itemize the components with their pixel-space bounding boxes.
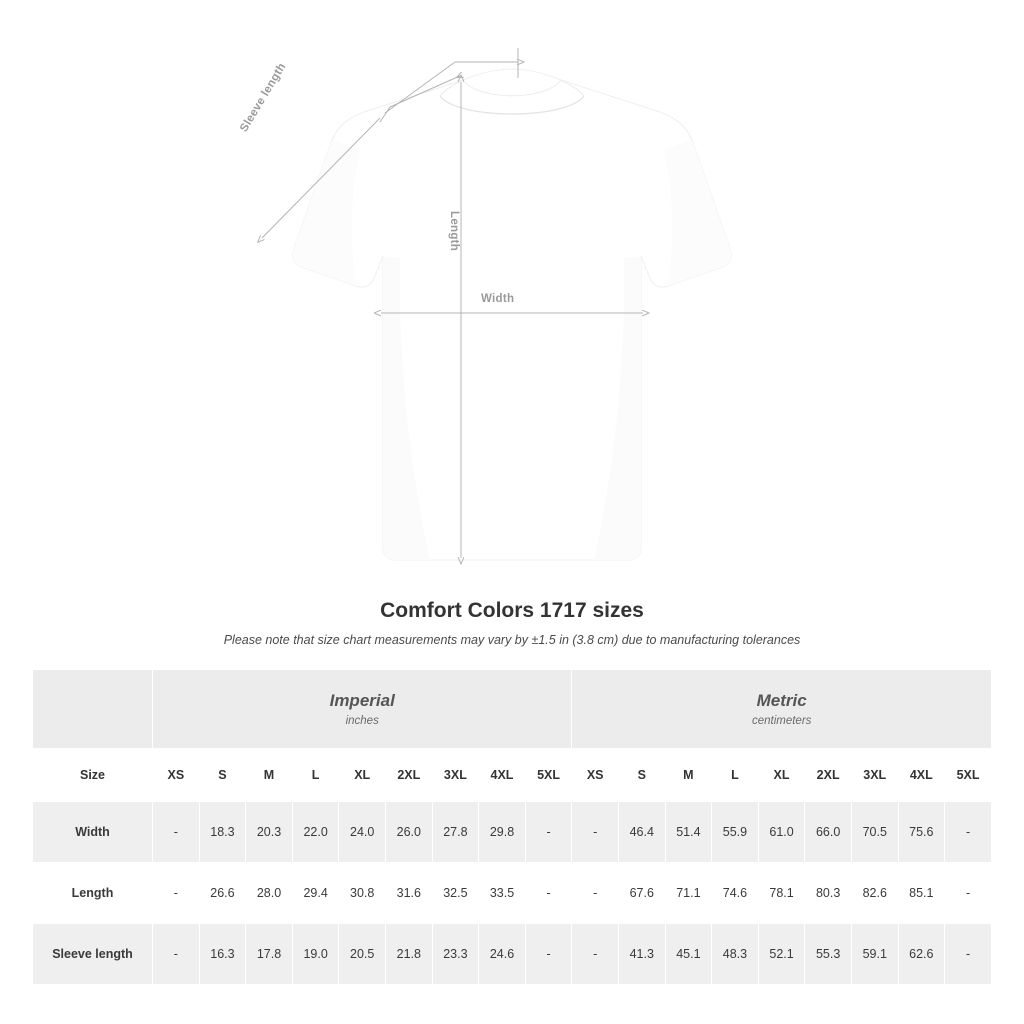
cell-length-metric-5xl: -	[945, 863, 992, 924]
cell-sleeve-metric-3xl: 59.1	[851, 924, 898, 985]
length-label: Length	[448, 211, 460, 252]
cell-width-metric-l: 55.9	[712, 802, 759, 863]
size-header-metric-xs: XS	[572, 749, 619, 802]
cell-sleeve-metric-5xl: -	[945, 924, 992, 985]
cell-sleeve-imperial-5xl: -	[525, 924, 572, 985]
cell-sleeve-imperial-4xl: 24.6	[479, 924, 526, 985]
cell-width-metric-2xl: 66.0	[805, 802, 852, 863]
title-block	[0, 599, 1024, 647]
size-header-metric-l: L	[712, 749, 759, 802]
cell-length-metric-m: 71.1	[665, 863, 712, 924]
cell-width-imperial-s: 18.3	[199, 802, 246, 863]
cell-sleeve-metric-2xl: 55.3	[805, 924, 852, 985]
cell-sleeve-imperial-s: 16.3	[199, 924, 246, 985]
cell-sleeve-metric-s: 41.3	[618, 924, 665, 985]
size-header-metric-s: S	[618, 749, 665, 802]
table-row	[33, 863, 992, 924]
cell-width-metric-5xl: -	[945, 802, 992, 863]
cell-sleeve-metric-xs: -	[572, 924, 619, 985]
size-header-imperial-3xl: 3XL	[432, 749, 479, 802]
page-title: Comfort Colors 1717 sizes	[380, 599, 644, 622]
size-header-imperial-xl: XL	[339, 749, 386, 802]
cell-sleeve-metric-m: 45.1	[665, 924, 712, 985]
table-row	[33, 802, 992, 863]
cell-width-metric-4xl: 75.6	[898, 802, 945, 863]
unit-header-corner	[33, 670, 153, 749]
cell-length-imperial-5xl: -	[525, 863, 572, 924]
cell-sleeve-imperial-3xl: 23.3	[432, 924, 479, 985]
cell-width-metric-xl: 61.0	[758, 802, 805, 863]
cell-width-imperial-3xl: 27.8	[432, 802, 479, 863]
cell-length-metric-2xl: 80.3	[805, 863, 852, 924]
unit-name-metric: Metric	[756, 691, 807, 710]
cell-length-imperial-m: 28.0	[246, 863, 293, 924]
size-header-imperial-5xl: 5XL	[525, 749, 572, 802]
cell-width-imperial-xs: -	[153, 802, 200, 863]
cell-sleeve-metric-xl: 52.1	[758, 924, 805, 985]
cell-sleeve-imperial-xs: -	[153, 924, 200, 985]
size-header-imperial-4xl: 4XL	[479, 749, 526, 802]
cell-length-metric-3xl: 82.6	[851, 863, 898, 924]
size-header-row	[33, 749, 992, 802]
cell-length-imperial-4xl: 33.5	[479, 863, 526, 924]
cell-width-metric-3xl: 70.5	[851, 802, 898, 863]
size-header-imperial-xs: XS	[153, 749, 200, 802]
unit-name-imperial: Imperial	[329, 691, 395, 710]
cell-length-metric-s: 67.6	[618, 863, 665, 924]
sleeve-length-label: Sleeve length	[238, 61, 289, 135]
tolerance-note: Please note that size chart measurements may vary by ±1.5 in (3.8 cm) due to manufacturing tolerances	[223, 633, 801, 647]
size-header-metric-m: M	[665, 749, 712, 802]
width-label: Width	[481, 293, 515, 305]
size-header-metric-4xl: 4XL	[898, 749, 945, 802]
unit-sub-metric: centimeters	[751, 715, 812, 727]
row-label-sleeve-length: Sleeve length	[33, 924, 153, 985]
unit-header-row	[33, 670, 992, 749]
cell-width-imperial-5xl: -	[525, 802, 572, 863]
cell-width-metric-s: 46.4	[618, 802, 665, 863]
size-header-imperial-m: M	[246, 749, 293, 802]
size-header-metric-3xl: 3XL	[851, 749, 898, 802]
cell-length-metric-4xl: 85.1	[898, 863, 945, 924]
cell-sleeve-imperial-2xl: 21.8	[386, 924, 433, 985]
cell-length-imperial-s: 26.6	[199, 863, 246, 924]
cell-length-imperial-xl: 30.8	[339, 863, 386, 924]
cell-length-imperial-xs: -	[153, 863, 200, 924]
cell-sleeve-imperial-l: 19.0	[292, 924, 339, 985]
cell-width-metric-m: 51.4	[665, 802, 712, 863]
cell-length-metric-l: 74.6	[712, 863, 759, 924]
size-header-imperial-2xl: 2XL	[386, 749, 433, 802]
size-header-metric-xl: XL	[758, 749, 805, 802]
cell-sleeve-metric-4xl: 62.6	[898, 924, 945, 985]
cell-sleeve-metric-l: 48.3	[712, 924, 759, 985]
size-table-wrapper	[32, 669, 992, 985]
size-corner-label: Size	[33, 749, 153, 802]
cell-length-metric-xl: 78.1	[758, 863, 805, 924]
size-chart-table	[32, 669, 992, 985]
cell-width-imperial-m: 20.3	[246, 802, 293, 863]
unit-header-imperial	[153, 670, 572, 749]
tshirt-shape	[292, 69, 731, 560]
unit-sub-imperial: inches	[345, 715, 379, 727]
size-header-metric-5xl: 5XL	[945, 749, 992, 802]
size-header-imperial-l: L	[292, 749, 339, 802]
cell-width-imperial-4xl: 29.8	[479, 802, 526, 863]
cell-length-metric-xs: -	[572, 863, 619, 924]
cell-length-imperial-3xl: 32.5	[432, 863, 479, 924]
cell-width-metric-xs: -	[572, 802, 619, 863]
cell-length-imperial-l: 29.4	[292, 863, 339, 924]
cell-sleeve-imperial-xl: 20.5	[339, 924, 386, 985]
size-header-imperial-s: S	[199, 749, 246, 802]
cell-width-imperial-xl: 24.0	[339, 802, 386, 863]
row-label-length: Length	[33, 863, 153, 924]
cell-sleeve-imperial-m: 17.8	[246, 924, 293, 985]
cell-length-imperial-2xl: 31.6	[386, 863, 433, 924]
row-label-width: Width	[33, 802, 153, 863]
unit-header-metric	[572, 670, 992, 749]
size-header-metric-2xl: 2XL	[805, 749, 852, 802]
cell-width-imperial-l: 22.0	[292, 802, 339, 863]
cell-width-imperial-2xl: 26.0	[386, 802, 433, 863]
table-row	[33, 924, 992, 985]
